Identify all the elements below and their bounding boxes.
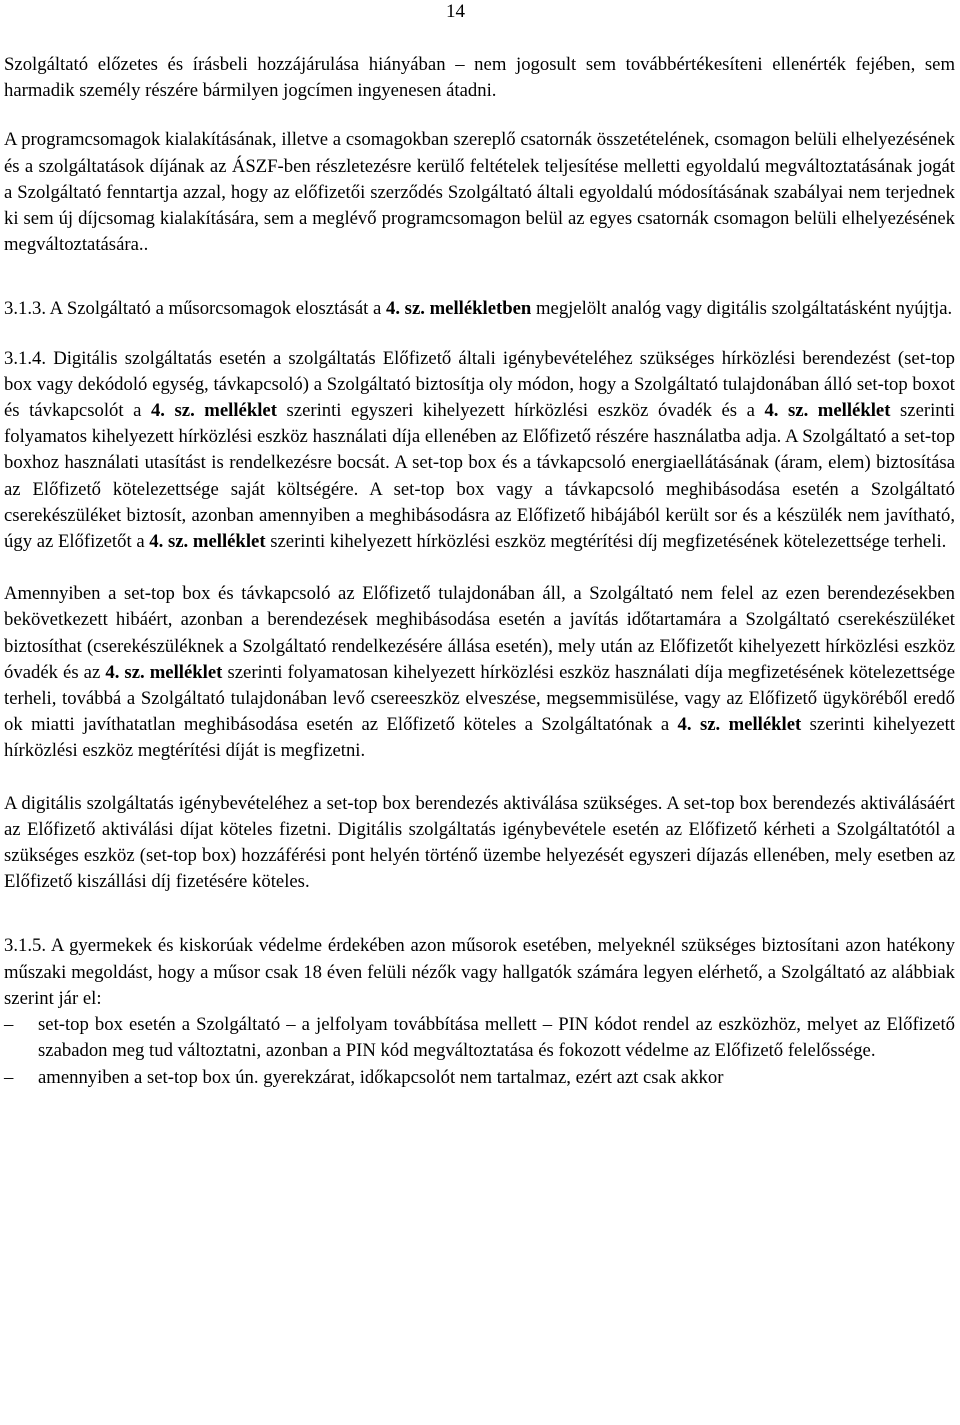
- document-body: [4, 52, 955, 1091]
- paragraph-owned-settop: [4, 581, 955, 764]
- bold-annex-reference: 4. sz. melléklet: [105, 661, 223, 683]
- page-number: 14: [446, 1, 465, 22]
- text-segment: 3.1.3. A Szolgáltató a műsorcsomagok elosztását a: [4, 298, 386, 320]
- dash-marker: –: [4, 1066, 14, 1088]
- text-segment: megjelölt analóg vagy digitális szolgáltatásként nyújtja.: [531, 298, 953, 320]
- paragraph-service-transfer: Szolgáltató előzetes és írásbeli hozzájárulása hiányában – nem jogosult sem továbbértékesíteni ellenérték fejében, sem harmadik személy részére bármilyen jogcímen ingyenesen átadni.: [4, 54, 955, 102]
- list-item-text: amennyiben a set-top box ún. gyerekzárat, időkapcsolót nem tartalmaz, ezért azt csak akkor: [38, 1066, 724, 1088]
- list-item: [4, 1012, 955, 1064]
- paragraph-3-1-4: [4, 346, 955, 556]
- paragraph-activation: A digitális szolgáltatás igénybevételéhez a set-top box berendezés aktiválása szükséges. A set-top box berendezés aktiválásáért az Előfizető aktiválási díjat köteles fizetni. Digitális szolgáltatás igénybevétele esetén az Előfizető kérheti a Szolgáltatótól a szükséges eszköz (set-top box) hozzáférési pont helyén történő üzembe helyezését egyszeri díjazás ellenében, mely esetben az Előfizető kiszállási díj fizetésére köteles.: [4, 792, 955, 893]
- text-segment: szerinti kihelyezett hírközlési eszköz megtérítési díj megfizetésének kötelezettsége terheli.: [265, 531, 947, 553]
- dash-marker: –: [4, 1014, 14, 1036]
- paragraph-3-1-5: 3.1.5. A gyermekek és kiskorúak védelme érdekében azon műsorok esetében, melyeknél szükséges biztosítani azon hatékony műszaki megoldást, hogy a műsor csak 18 éven felüli nézők vagy hallgatók számára legyen elérhető, a Szolgáltató az alábbiak szerint jár el:: [4, 935, 955, 1009]
- list-item-text: set-top box esetén a Szolgáltató – a jelfolyam továbbítása mellett – PIN kódot rendel az eszközhöz, melyet az Előfizető szabadon meg tud változtatni, azonban a PIN kód megváltoztatása és fokozott védelme az Előfizető felelőssége.: [38, 1014, 955, 1062]
- list-item: [4, 1065, 955, 1091]
- text-segment: Amennyiben a set-top box és távkapcsoló az Előfizető tulajdonában áll, a Szolgáltató nem felel az ezen berendezésekben bekövetkezett hibáért, azonban a berendezések meghibásodása esetén a javítás időtartamára a Szolgáltató cserekészüléket biztosíthat (cserekészüléknek a Szolgáltató rendelkezésére állása esetén), mely után az Előfizetőt kihelyezett hírközlési eszköz óvadék és az: [4, 583, 955, 683]
- bold-annex-reference: 4. sz. melléklet: [764, 400, 891, 422]
- bold-annex-reference: 4. sz. melléklet: [149, 531, 266, 553]
- text-segment: szerinti folyamatosan kihelyezett hírközlési eszköz használati díja megfizetésének kötelezettsége terheli, továbbá a Szolgáltató tulajdonában levő csereeszköz elveszése, megsemmisülése, vagy az Előfizető ügyköréből eredő ok miatti javíthatatlan meghibásodása esetén az Előfizető köteles a Szolgáltatónak a: [4, 661, 955, 736]
- text-segment: 3.1.4. Digitális szolgáltatás esetén a szolgáltatás Előfizető általi igénybevételéhez szükséges hírközlési berendezést (set-top box vagy dekódoló egység, távkapcsoló) a Szolgáltató biztosítja oly módon, hogy a Szolgáltató tulajdonában álló set-top boxot és távkapcsolót a: [4, 347, 955, 422]
- protection-measures-list: [4, 1012, 955, 1091]
- bold-annex-reference: 4. sz. mellékletben: [385, 298, 532, 320]
- bold-annex-reference: 4. sz. melléklet: [677, 714, 802, 736]
- bold-annex-reference: 4. sz. melléklet: [150, 400, 277, 422]
- text-segment: szerinti folyamatos kihelyezett hírközlési eszköz használati díja ellenében az Előfizető részére használatba adja. A Szolgáltató a set-top boxhoz használati utasítást is rendelkezésre bocsát. A set-top box és a távkapcsoló energiaellátásának (áram, elem) biztosítása az Előfizető kötelezettsége saját költségére. A set-top box vagy a távkapcsoló meghibásodása esetén a Szolgáltató cserekészüléket biztosít, azonban amennyiben a meghibásodásra az Előfizető hibájából került sor és a készülék nem javítható, úgy az Előfizetőt a: [4, 400, 956, 553]
- text-segment: szerinti kihelyezett hírközlési eszköz megtérítési díját is megfizetni.: [4, 714, 956, 762]
- text-segment: szerinti egyszeri kihelyezett hírközlési eszköz óvadék és a: [276, 400, 765, 422]
- paragraph-3-1-3: [4, 296, 955, 322]
- paragraph-program-packages: A programcsomagok kialakításának, illetve a csomagokban szereplő csatornák összetételének, csomagon belüli elhelyezésének és a szolgáltatások díjának az ÁSZF-ben részletezésre kerülő feltételek teljesítése melletti egyoldalú megváltoztatásának jogát a Szolgáltató fenntartja azzal, hogy az előfizetői szerződés Szolgáltató általi egyoldalú módosításának szabályai nem terjednek ki sem új díjcsomag kialakítására, sem a meglévő programcsomagon belül az egyes csatornák csomagon belüli elhelyezésének megváltoztatására..: [4, 129, 955, 256]
